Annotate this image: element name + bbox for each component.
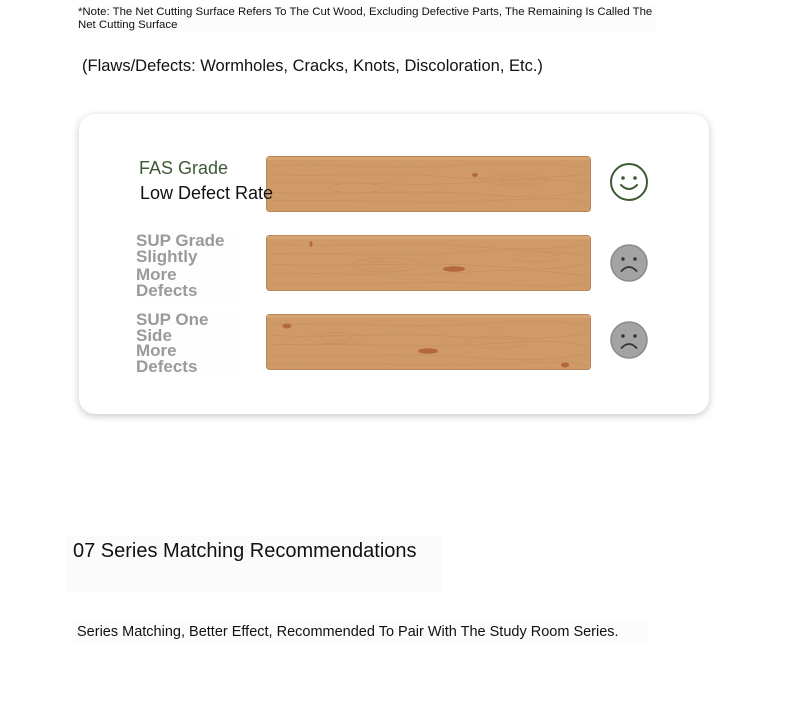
sup-grade-label-line-1: SUP Grade — [136, 231, 225, 250]
sup-grade-label-line-2: Slightly — [136, 246, 198, 266]
sup-one-side-label — [136, 312, 240, 374]
grade-row-sup-one-side — [79, 312, 709, 384]
sup-grade-label-line-3: More — [136, 265, 177, 284]
net-cutting-note: *Note: The Net Cutting Surface Refers To The Cut Wood, Excluding Defective Parts, The Remaining Is Called The Net Cutting Surface — [78, 6, 656, 32]
wood-plank-sup — [266, 235, 591, 291]
sup-one-side-label-line-4: Defects — [136, 356, 198, 376]
fas-grade-description: Low Defect Rate — [140, 183, 274, 203]
series-title: 07 Series Matching Recommendations — [65, 536, 443, 592]
wood-plank-fas — [266, 156, 591, 212]
wood-plank-sup-one-side — [266, 314, 591, 370]
grade-row-sup — [79, 231, 709, 300]
frown-icon — [609, 243, 649, 283]
smile-icon — [609, 162, 649, 202]
grade-row-fas — [79, 154, 709, 214]
sup-one-side-label-line-2: Side — [136, 325, 172, 345]
defects-note: (Flaws/Defects: Wormholes, Cracks, Knots, Discoloration, Etc.) — [82, 57, 543, 75]
grade-card — [79, 114, 709, 414]
sup-grade-label — [136, 233, 240, 298]
fas-grade-label: FAS Grade — [139, 158, 229, 178]
sup-grade-label-line-4: Defects — [136, 280, 198, 300]
sup-one-side-label-line-1: SUP One — [136, 310, 209, 329]
series-description: Series Matching, Better Effect, Recommended To Pair With The Study Room Series. — [72, 622, 647, 642]
sup-one-side-label-line-3: More — [136, 341, 177, 360]
frown-icon — [609, 320, 649, 360]
